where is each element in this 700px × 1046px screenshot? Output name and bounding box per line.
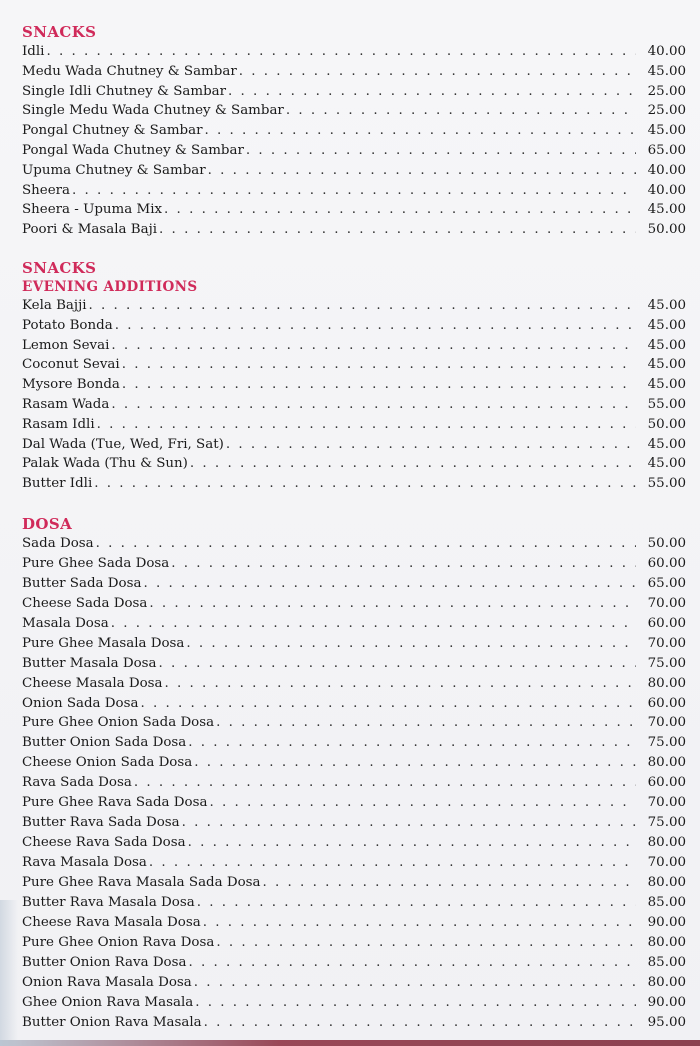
dot-leader xyxy=(122,355,636,375)
dot-leader xyxy=(182,813,636,833)
menu-item-name: Masala Dosa xyxy=(22,615,109,631)
menu-item-price: 45.00 xyxy=(647,63,686,79)
menu-item-name: Pure Ghee Onion Rava Dosa xyxy=(22,934,215,950)
menu-item xyxy=(22,316,686,336)
menu-item-price: 45.00 xyxy=(647,377,686,393)
menu-item xyxy=(22,62,686,82)
menu-item-name: Sheera xyxy=(22,182,71,198)
menu-item-price: 45.00 xyxy=(647,436,686,452)
menu-item-name: Butter Onion Rava Masala xyxy=(22,1014,202,1030)
evening-additions-section xyxy=(22,258,686,494)
menu-item xyxy=(22,415,686,435)
menu-item xyxy=(22,853,686,873)
menu-item-price: 40.00 xyxy=(647,162,686,178)
menu-item-price: 80.00 xyxy=(647,874,686,890)
menu-item-price: 40.00 xyxy=(647,182,686,198)
dot-leader xyxy=(111,614,636,634)
menu-item xyxy=(22,336,686,356)
dot-leader xyxy=(134,773,636,793)
menu-item-name: Pongal Chutney & Sambar xyxy=(22,123,203,139)
dot-leader xyxy=(194,753,636,773)
dot-leader xyxy=(140,694,636,714)
menu-item xyxy=(22,454,686,474)
menu-item xyxy=(22,993,686,1013)
dot-leader xyxy=(204,1013,636,1033)
menu-item-price: 70.00 xyxy=(647,855,686,870)
menu-item xyxy=(22,1013,686,1033)
menu-item xyxy=(22,141,686,161)
menu-item-name: Kela Bajji xyxy=(22,298,87,313)
menu-item-name: Pongal Wada Chutney & Sambar xyxy=(22,142,244,158)
menu-item-price: 70.00 xyxy=(647,795,686,811)
menu-item xyxy=(22,793,686,813)
menu-item-name: Butter Rava Masala Dosa xyxy=(22,894,195,910)
dot-leader xyxy=(89,296,636,316)
menu-item-name: Potato Bonda xyxy=(22,317,113,333)
menu-item xyxy=(22,933,686,953)
menu-item xyxy=(22,534,686,554)
menu-item-name: Cheese Rava Masala Dosa xyxy=(22,914,201,930)
menu-item xyxy=(22,694,686,714)
menu-item-price: 45.00 xyxy=(647,123,686,139)
menu-item-price: 80.00 xyxy=(647,835,686,851)
menu-item xyxy=(22,973,686,993)
menu-item-price: 85.00 xyxy=(647,894,686,910)
dot-leader xyxy=(72,181,636,201)
menu-item xyxy=(22,42,686,62)
menu-item-price: 90.00 xyxy=(647,914,686,930)
menu-item xyxy=(22,953,686,973)
menu-item-name: Rasam Idli xyxy=(22,416,95,432)
menu-item-price: 25.00 xyxy=(647,103,686,119)
dosa-item-list xyxy=(22,534,686,1032)
menu-item-price: 50.00 xyxy=(647,536,686,551)
evening-item-list xyxy=(22,296,686,494)
menu-item-name: Rava Sada Dosa xyxy=(22,775,132,791)
menu-item-price: 90.00 xyxy=(647,994,686,1010)
dot-leader xyxy=(228,82,636,102)
menu-item-price: 55.00 xyxy=(647,476,686,492)
menu-item-name: Dal Wada (Tue, Wed, Fri, Sat) xyxy=(22,436,224,452)
dot-leader xyxy=(203,913,636,933)
menu-item-name: Onion Rava Masala Dosa xyxy=(22,974,192,990)
menu-item xyxy=(22,594,686,614)
dot-leader xyxy=(164,200,636,220)
menu-item-name: Pure Ghee Rava Sada Dosa xyxy=(22,795,208,811)
menu-item xyxy=(22,220,686,240)
dot-leader xyxy=(171,554,636,574)
menu-item-price: 60.00 xyxy=(647,775,686,791)
dot-leader xyxy=(195,993,636,1013)
menu-item-price: 80.00 xyxy=(647,675,686,691)
dot-leader xyxy=(286,101,636,121)
dot-leader xyxy=(190,454,636,474)
dot-leader xyxy=(216,713,636,733)
menu-item xyxy=(22,395,686,415)
menu-item-price: 50.00 xyxy=(647,416,686,432)
menu-item xyxy=(22,574,686,594)
menu-item-name: Butter Onion Rava Dosa xyxy=(22,954,187,970)
menu-item-name: Ghee Onion Rava Masala xyxy=(22,994,194,1010)
menu-item-name: Butter Masala Dosa xyxy=(22,655,157,671)
section-title: SNACKS xyxy=(22,23,97,41)
dot-leader xyxy=(263,873,636,893)
dot-leader xyxy=(97,415,636,435)
snacks-section xyxy=(22,22,686,240)
menu-item xyxy=(22,181,686,201)
menu-item-name: Palak Wada (Thu & Sun) xyxy=(22,456,188,472)
section-subtitle: EVENING ADDITIONS xyxy=(22,279,198,295)
menu-item xyxy=(22,554,686,574)
dot-leader xyxy=(188,953,636,973)
menu-item-price: 45.00 xyxy=(647,317,686,333)
menu-item xyxy=(22,296,686,316)
menu-item xyxy=(22,654,686,674)
menu-item-name: Idli xyxy=(22,44,45,59)
menu-item-name: Single Idli Chutney & Sambar xyxy=(22,83,227,99)
menu-item xyxy=(22,435,686,455)
menu-item-name: Butter Sada Dosa xyxy=(22,575,142,591)
section-title: SNACKS xyxy=(22,259,97,277)
menu-item xyxy=(22,913,686,933)
menu-item-price: 45.00 xyxy=(647,202,686,218)
menu-item xyxy=(22,674,686,694)
dot-leader xyxy=(111,336,636,356)
menu-item xyxy=(22,833,686,853)
menu-item-price: 95.00 xyxy=(647,1014,686,1030)
menu-item xyxy=(22,375,686,395)
menu-item xyxy=(22,161,686,181)
menu-item-price: 55.00 xyxy=(647,396,686,412)
menu-item-name: Butter Onion Sada Dosa xyxy=(22,735,187,751)
dot-leader xyxy=(239,62,636,82)
menu-item xyxy=(22,773,686,793)
dot-leader xyxy=(216,933,636,953)
menu-item-price: 65.00 xyxy=(647,575,686,591)
menu-item-price: 80.00 xyxy=(647,755,686,771)
dot-leader xyxy=(96,534,636,554)
menu-item-name: Single Medu Wada Chutney & Sambar xyxy=(22,103,284,119)
menu-item-name: Butter Idli xyxy=(22,476,93,492)
menu-item-price: 40.00 xyxy=(647,44,686,59)
menu-item-price: 45.00 xyxy=(647,337,686,353)
menu-item-name: Coconut Sevai xyxy=(22,357,120,373)
menu-item-name: Cheese Sada Dosa xyxy=(22,595,148,611)
menu-item-name: Pure Ghee Rava Masala Sada Dosa xyxy=(22,874,261,890)
menu-item xyxy=(22,753,686,773)
menu-item xyxy=(22,82,686,102)
dot-leader xyxy=(188,733,636,753)
menu-item-price: 70.00 xyxy=(647,635,686,651)
menu-item xyxy=(22,200,686,220)
menu-item xyxy=(22,813,686,833)
dot-leader xyxy=(246,141,636,161)
menu-item-price: 70.00 xyxy=(647,595,686,611)
menu-item xyxy=(22,873,686,893)
dot-leader xyxy=(188,833,636,853)
menu-item-name: Upuma Chutney & Sambar xyxy=(22,162,206,178)
menu-item-price: 25.00 xyxy=(647,83,686,99)
dot-leader xyxy=(226,435,636,455)
bottom-edge-band xyxy=(0,1040,700,1046)
menu-item xyxy=(22,101,686,121)
menu-item-price: 75.00 xyxy=(647,735,686,751)
menu-item-price: 50.00 xyxy=(647,222,686,238)
menu-item-name: Sheera - Upuma Mix xyxy=(22,202,163,218)
dot-leader xyxy=(115,316,636,336)
menu-item-name: Pure Ghee Masala Dosa xyxy=(22,635,185,651)
dot-leader xyxy=(111,395,636,415)
dot-leader xyxy=(204,121,636,141)
snacks-item-list xyxy=(22,42,686,240)
dot-leader xyxy=(159,220,636,240)
menu-item xyxy=(22,614,686,634)
menu-item-name: Sada Dosa xyxy=(22,536,94,551)
menu-item-price: 70.00 xyxy=(647,715,686,731)
menu-item-price: 75.00 xyxy=(647,655,686,671)
menu-item xyxy=(22,474,686,494)
menu-item xyxy=(22,355,686,375)
menu-item xyxy=(22,733,686,753)
menu-item-name: Poori & Masala Baji xyxy=(22,222,158,238)
menu-item xyxy=(22,893,686,913)
menu-item-price: 45.00 xyxy=(647,357,686,373)
menu-item-price: 65.00 xyxy=(647,142,686,158)
menu-item-name: Pure Ghee Sada Dosa xyxy=(22,555,170,571)
menu-item-price: 60.00 xyxy=(647,695,686,711)
menu-item-price: 45.00 xyxy=(647,456,686,472)
menu-item-price: 80.00 xyxy=(647,974,686,990)
page-edge-shadow xyxy=(0,900,18,1046)
menu-item xyxy=(22,634,686,654)
menu-item-name: Cheese Rava Sada Dosa xyxy=(22,835,186,851)
dot-leader xyxy=(159,654,636,674)
dot-leader xyxy=(149,594,636,614)
dot-leader xyxy=(165,674,637,694)
menu-item-price: 85.00 xyxy=(647,954,686,970)
menu-item-name: Rasam Wada xyxy=(22,396,110,412)
dot-leader xyxy=(197,893,636,913)
menu-item-name: Cheese Onion Sada Dosa xyxy=(22,755,193,771)
dot-leader xyxy=(94,474,636,494)
menu-item-name: Onion Sada Dosa xyxy=(22,695,139,711)
menu-item xyxy=(22,121,686,141)
dot-leader xyxy=(149,853,636,873)
menu-item-price: 60.00 xyxy=(647,615,686,631)
dot-leader xyxy=(186,634,636,654)
dosa-section xyxy=(22,514,686,1032)
menu-item-name: Butter Rava Sada Dosa xyxy=(22,815,180,831)
dot-leader xyxy=(208,161,636,181)
menu-item-name: Cheese Masala Dosa xyxy=(22,675,163,691)
section-title: DOSA xyxy=(22,515,73,533)
dot-leader xyxy=(143,574,636,594)
menu-item-name: Lemon Sevai xyxy=(22,337,110,353)
menu-item-price: 45.00 xyxy=(647,298,686,313)
menu-item-price: 80.00 xyxy=(647,934,686,950)
menu-item-name: Pure Ghee Onion Sada Dosa xyxy=(22,715,215,731)
dot-leader xyxy=(122,375,636,395)
menu-item-name: Medu Wada Chutney & Sambar xyxy=(22,63,237,79)
dot-leader xyxy=(194,973,636,993)
menu-item-name: Rava Masala Dosa xyxy=(22,855,147,870)
menu-item-name: Mysore Bonda xyxy=(22,377,120,393)
menu-item-price: 60.00 xyxy=(647,555,686,571)
menu-item xyxy=(22,713,686,733)
dot-leader xyxy=(209,793,636,813)
dot-leader xyxy=(46,42,636,62)
menu-item-price: 75.00 xyxy=(647,815,686,831)
